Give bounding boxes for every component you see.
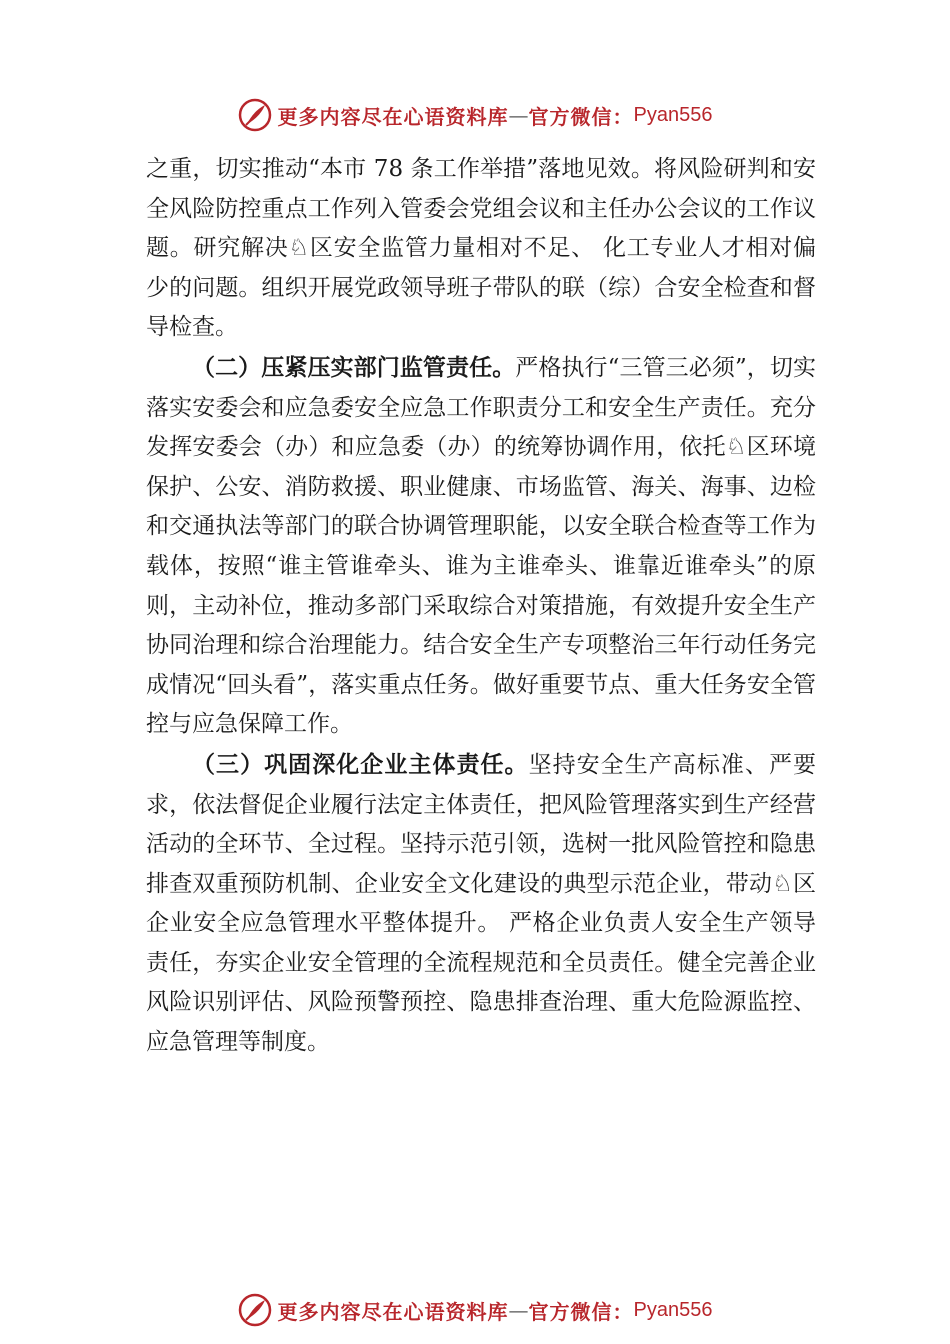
paragraph-department-responsibility <box>146 348 816 745</box>
feather-pen-logo-icon <box>238 1293 272 1327</box>
watermark-dash: — <box>508 103 529 127</box>
paragraph-heading: （二）压紧压实部门监管责任。 <box>192 353 516 381</box>
watermark-footer <box>0 1290 950 1330</box>
paragraph-heading: （三）巩固深化企业主体责任。 <box>192 750 529 778</box>
feather-pen-logo-icon <box>238 98 272 132</box>
paragraph-text: 严格执行“三管三必须”，切实落实安委会和应急委安全应急工作职责分工和安全生产责任。充分发挥安委会（办）和应急委（办）的统筹协调作用，依托♘区环境保护、公安、消防救援、职业健康、市场监管、海关、海事、边检和交通执法等部门的联合协调管理职能，以安全联合检查等工作为载体，按照“谁主管谁牵头、谁为主谁牵头、谁靠近谁牵头”的原则，主动补位，推动多部门采取综合对策措施，有效提升安全生产协同治理和综合治理能力。结合安全生产专项整治三年行动任务完成情况“回头看”，落实重点任务。做好重要节点、重大任务安全管控与应急保障工作。 <box>146 354 816 738</box>
paragraph-text: 坚持安全生产高标准、严要求，依法督促企业履行法定主体责任，把风险管理落实到生产经营活动的全环节、全过程。坚持示范引领，选树一批风险管控和隐患排查双重预防机制、企业安全文化建设的典型示范企业，带动♘区企业安全应急管理水平整体提升。 严格企业负责人安全生产领导责任，夯实企业安全管理的全流程规范和全员责任。健全完善企业风险识别评估、风险预警预控、隐患排查治理、重大危险源监控、应急管理等制度。 <box>146 751 817 1056</box>
paragraph-text: 之重，切实推动“本市 78 条工作举措”落地见效。将风险研判和安全风险防控重点工作列入管委会党组会议和主任办公会议的工作议题。研究解决♘区安全监管力量相对不足、 化工专业人才相对偏少的问题。组织开展党政领导班子带队的联（综）合安全检查和督导检查。 <box>146 156 816 341</box>
watermark-header <box>0 95 950 135</box>
paragraph-continuation <box>146 150 816 348</box>
watermark-dash: — <box>508 1298 529 1322</box>
watermark-wechat-label: 官方微信： <box>528 104 634 129</box>
watermark-text: 更多内容尽在心语资料库 <box>277 1299 509 1324</box>
document-body <box>146 150 816 1063</box>
watermark-wechat-label: 官方微信： <box>528 1299 634 1324</box>
watermark-text: 更多内容尽在心语资料库 <box>277 104 509 129</box>
watermark-wechat-id: Pyan556 <box>633 1298 713 1321</box>
watermark-wechat-id: Pyan556 <box>633 103 713 126</box>
paragraph-enterprise-responsibility <box>146 745 816 1063</box>
